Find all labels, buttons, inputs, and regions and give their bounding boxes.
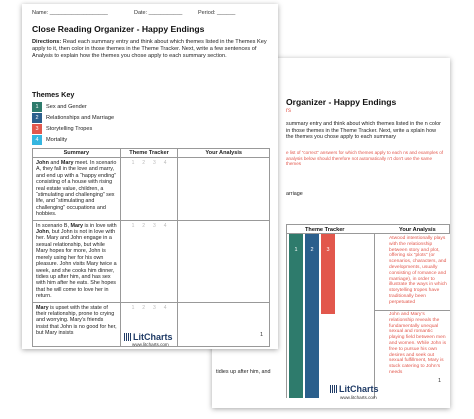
header-your-analysis: Your Analysis xyxy=(178,149,270,158)
analysis-cell-2[interactable] xyxy=(178,220,270,302)
summary-cell-1 xyxy=(33,158,121,221)
directions xyxy=(32,39,270,59)
summary-cell-3 xyxy=(33,302,121,346)
back-footer-logo xyxy=(330,384,379,394)
tracker-fill-storytelling[interactable] xyxy=(321,234,335,314)
analysis-cell-3[interactable] xyxy=(178,302,270,346)
page-title: Close Reading Organizer - Happy Endings xyxy=(32,24,205,34)
back-header-tracker: Theme Tracker xyxy=(305,227,345,233)
summary-text: and xyxy=(48,160,61,166)
summary-text: is in love with xyxy=(83,222,117,229)
back-col-divider xyxy=(374,234,375,398)
tracker-num[interactable]: 2 xyxy=(142,304,146,311)
themes-key-title: Themes Key xyxy=(32,90,75,99)
back-footer-url: www.litcharts.com xyxy=(340,395,377,400)
name-john: John xyxy=(36,229,49,236)
theme-key-item-sex-gender xyxy=(32,102,152,112)
tracker-num[interactable]: 2 xyxy=(142,160,146,166)
period-field[interactable]: Period: ______ xyxy=(198,10,236,16)
summary-text: is upset with the state of their relationship, prone to crying and worrying. Mary’s friends insist that John is no good for her, but Mary insists xyxy=(36,304,117,337)
back-bottom-text: tidies up after him, and xyxy=(216,369,271,375)
theme-swatch-3: 3 xyxy=(32,124,42,134)
tracker-num[interactable]: 3 xyxy=(152,160,156,166)
back-table-header-row xyxy=(286,224,450,234)
theme-swatch-1: 1 xyxy=(32,102,42,112)
tracker-num[interactable]: 3 xyxy=(152,222,156,229)
theme-key-item-relationships xyxy=(32,113,152,123)
table-row xyxy=(33,220,270,302)
tracker-cell-1[interactable] xyxy=(120,158,178,221)
tracker-num[interactable]: 4 xyxy=(163,304,167,311)
tracker-num-2: 2 xyxy=(310,247,314,253)
tracker-num-3: 3 xyxy=(326,247,330,253)
back-row-divider xyxy=(374,310,450,311)
tracker-num[interactable]: 4 xyxy=(163,160,167,166)
tracker-num[interactable]: 1 xyxy=(131,222,135,229)
front-footer-logo-text: LitCharts xyxy=(133,332,173,342)
header-theme-tracker: Theme Tracker xyxy=(120,149,178,158)
summary-text: meet. In scenario A, they fall in the love and marry, and end up with a “happy ending” consisting of a house with rising real estate value, children, a “stimulating and challenging” sex life, and “stimulating and challenging” occupations and hobbies. xyxy=(36,160,117,218)
name-john: John xyxy=(36,160,49,166)
back-directions: summary entry and think about which themes listed in the n color in those themes in the Theme Tracker. Next, write a xplain how the themes you chose apply to each summary xyxy=(286,121,441,141)
analysis-cell-1[interactable] xyxy=(178,158,270,221)
name-mary: Mary xyxy=(36,304,49,311)
front-page-number: 1 xyxy=(260,332,264,338)
tracker-num[interactable]: 1 xyxy=(131,160,135,166)
tracker-num[interactable]: 1 xyxy=(131,304,135,311)
analysis-entry-1: Atwood intentionally plays with the relationship between story and plot, offering six “plots” (or scenarios, characters, and developments, usually consisting of romance and marriage), in order to illustrate the ways in which storytelling tropes have traditionally been perpetuated xyxy=(389,236,447,305)
name-field[interactable]: Name: ___________________ xyxy=(32,10,108,16)
tracker-num[interactable]: 4 xyxy=(163,222,167,229)
back-page-subtitle: rs xyxy=(286,108,291,114)
organizer-table xyxy=(32,148,270,347)
directions-text: Read each summary entry and think about which themes listed in the Themes Key apply to it, then color in those themes in the Theme Tracker. Next, write a few sentences of Analysis to explain how the themes you chose apply to each summary section. xyxy=(32,39,267,59)
theme-swatch-4: 4 xyxy=(32,135,42,145)
theme-swatch-2: 2 xyxy=(32,113,42,123)
table-header-row xyxy=(33,149,270,158)
tracker-num-1: 1 xyxy=(294,247,298,253)
theme-label-3: Storytelling Tropes xyxy=(46,126,93,132)
back-tracker-area xyxy=(286,234,374,398)
theme-label-4: Mortality xyxy=(46,137,68,143)
name-mary: Mary xyxy=(60,160,74,166)
date-field[interactable]: Date: ___________ xyxy=(134,10,183,16)
name-mary: Mary xyxy=(70,222,84,229)
tracker-num[interactable]: 3 xyxy=(152,304,156,311)
litcharts-logo-icon xyxy=(124,333,132,341)
back-note: e list of “correct” answers for which themes apply to each ns and examples of analysis below should therefore not automatically n't don't use the same themes xyxy=(286,150,444,167)
back-theme-fragment: arriage xyxy=(286,191,303,197)
tracker-num[interactable]: 2 xyxy=(142,222,146,229)
front-footer-url: www.litcharts.com xyxy=(132,342,169,347)
analysis-entry-2: John and Mary’s relationship reveals the fundamentally unequal sexual and romantic playing field between men and women. While John is free to pursue his own desires and seek out sexual fulfillment, Mary is stuck catering to John’s needs xyxy=(389,312,447,375)
summary-text: , but John is not in love with her. Mary and John engage in a sexual relationship, but while Mary hopes for more, John is merely using her for his own pleasure. John visits Mary twice a week, and she cooks him dinner, tidies up after him, and has sex with him after he eats. She hopes that he will come to love her in return. xyxy=(36,229,117,300)
back-header-analysis: Your Analysis xyxy=(399,227,436,233)
back-page-number: 1 xyxy=(438,378,442,384)
table-row xyxy=(33,158,270,221)
theme-key-item-mortality xyxy=(32,135,152,145)
litcharts-logo-icon xyxy=(330,385,338,393)
theme-label-1: Sex and Gender xyxy=(46,104,87,110)
header-summary: Summary xyxy=(33,149,121,158)
back-footer-logo-text: LitCharts xyxy=(339,384,379,394)
front-page xyxy=(22,4,278,349)
summary-cell-2 xyxy=(33,220,121,302)
summary-text: In scenario B, xyxy=(36,222,71,229)
tracker-fill-sex-gender[interactable] xyxy=(289,234,303,398)
back-page-title: Organizer - Happy Endings xyxy=(286,97,397,107)
tracker-fill-relationships[interactable] xyxy=(305,234,319,398)
tracker-cell-2[interactable] xyxy=(120,220,178,302)
theme-key-item-storytelling xyxy=(32,124,152,134)
front-footer-logo xyxy=(124,332,173,342)
theme-label-2: Relationships and Marriage xyxy=(46,115,115,121)
directions-label: Directions: xyxy=(32,39,62,45)
